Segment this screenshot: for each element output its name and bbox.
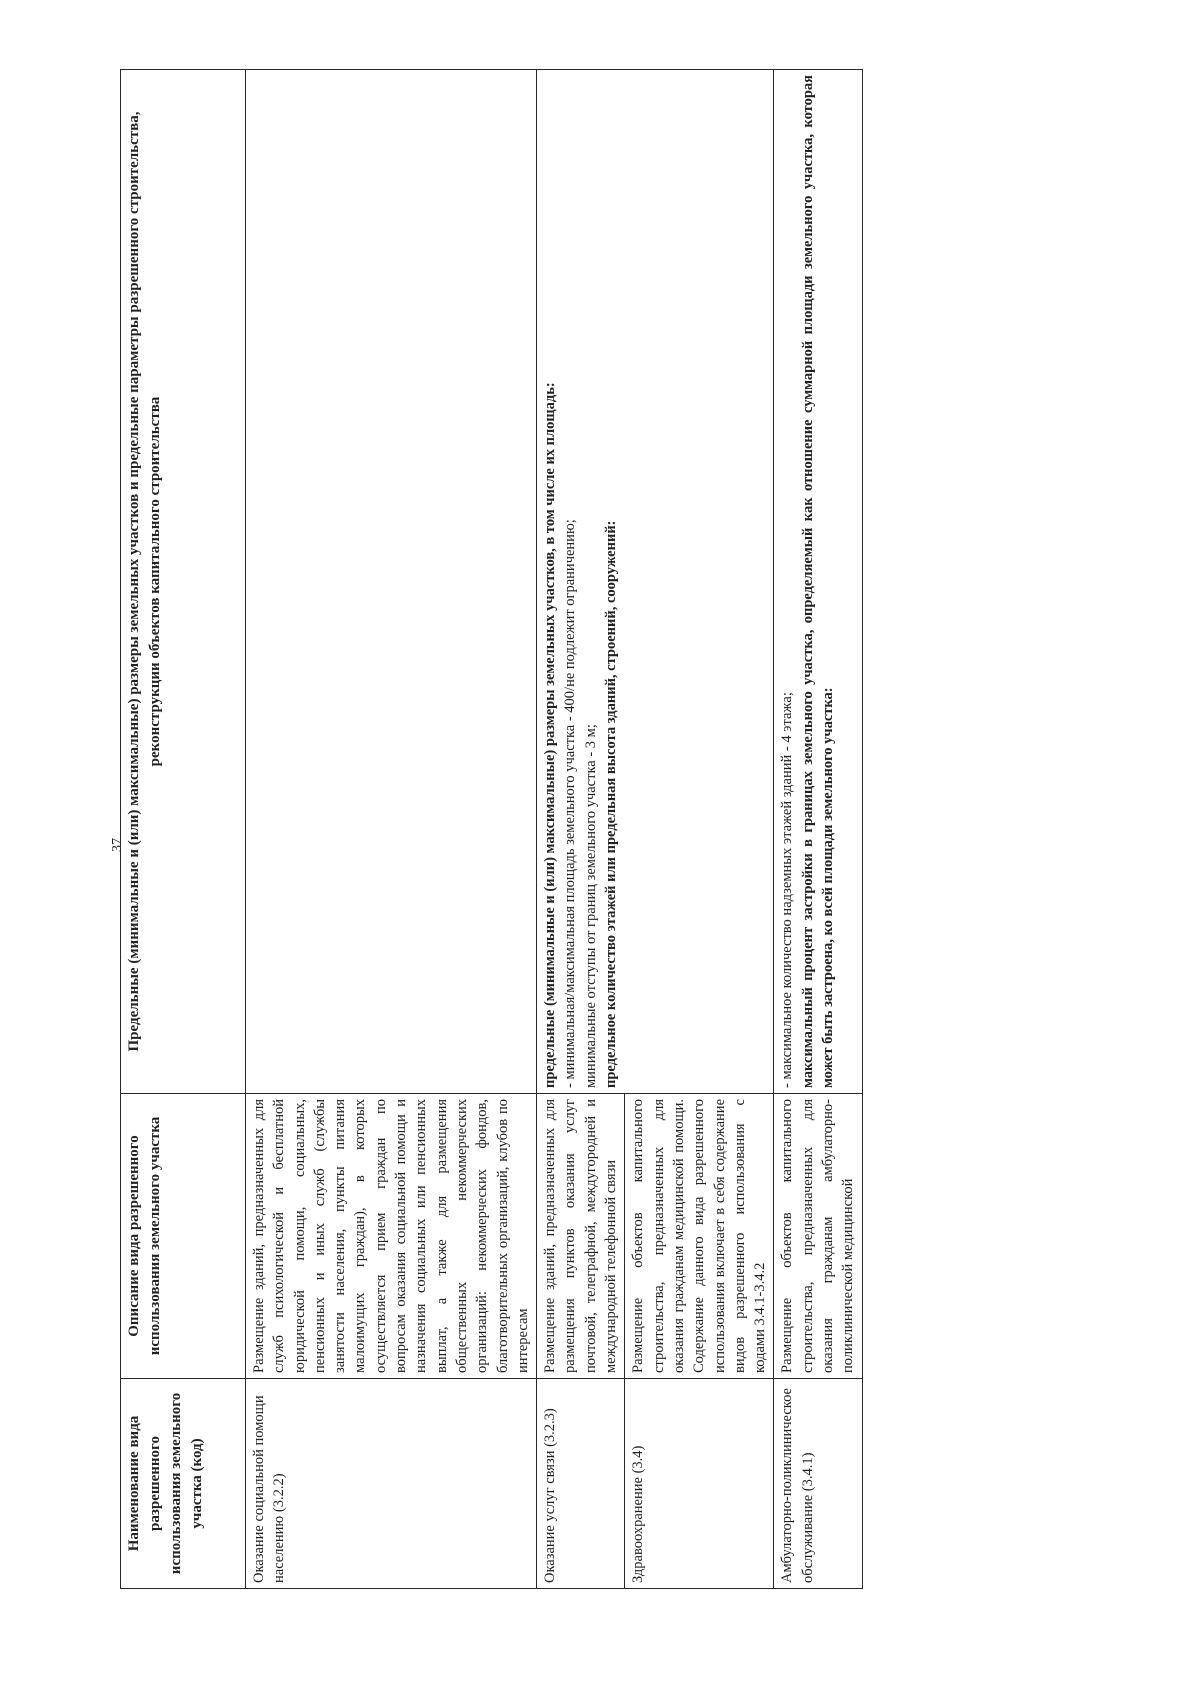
row-description: Размещение зданий, предназначенных для размещения пунктов оказания услуг почтовой, телеграфной, междугородней и международной телефонной связи [537,1094,625,1379]
param-line: - минимальная/максимальная площадь земельного участка - 400/не подлежит ограничению; [562,519,579,1088]
land-use-table [120,69,863,1589]
row-description: Размещение объектов капитального строительства, предназначенных для оказания гражданам медицинской помощи. Содержание данного вида разрешенного использования включает в себя содержание видов разрешенного использования с кодами 3.4.1-3.4.2 [625,1094,774,1379]
table-row [537,70,625,1589]
row-description: Размещение зданий, предназначенных для служб психологической и бесплатной юридической помощи, социальных, пенсионных и иных служб (службы занятости населения, пункты питания малоимущих граждан), в которых осуществляется прием граждан по вопросам оказания социальной помощи и назначения социальных или пенсионных выплат, а также для размещения общественных некоммерческих организаций: некоммерческих фондов, благотворительных организаций, клубов по интересам [246,1094,537,1379]
row-name: Амбулаторно-поликлиническое обслуживание (3.4.1) [774,1379,862,1589]
param-line: максимальный процент застройки в границах земельного участка, определяемый как отношение суммарной площади земельного участка, которая может быть застроена, ко всей площади земельного участка: [799,75,837,1088]
header-name: Наименование вида разрешенного использования земельного участка (код) [121,1379,246,1589]
row-name: Оказание услуг связи (3.2.3) [537,1379,625,1589]
row-params [537,70,774,1094]
header-description: Описание вида разрешенного использования земельного участка [121,1094,246,1379]
row-name: Здравоохранение (3.4) [625,1379,774,1589]
param-line: предельное количество этажей или предельная высота зданий, строений, сооружений: [603,520,620,1088]
table-row [774,70,862,1589]
param-line: минимальные отступы от границ земельного участка - 3 м; [582,724,599,1088]
table-header-row [121,70,246,1589]
row-description: Размещение объектов капитального строительства, предназначенных для оказания гражданам амбулаторно-поликлинической медицинской [774,1094,862,1379]
header-params: Предельные (минимальные и (или) максимальные) размеры земельных участков и предельные параметры разрешенного строительства, реконструкции объектов капитального строительства [121,70,246,1094]
page-number: 37 [110,838,125,852]
row-params-empty [246,70,537,1094]
row-name: Оказание социальной помощи населению (3.2.2) [246,1379,537,1589]
table-row [246,70,537,1589]
param-line: - максимальное количество надземных этажей зданий - 4 этажа; [779,692,796,1088]
param-line: предельные (минимальные и (или) максимальные) размеры земельных участков, в том числе их площадь: [542,382,559,1088]
row-params [774,70,862,1094]
